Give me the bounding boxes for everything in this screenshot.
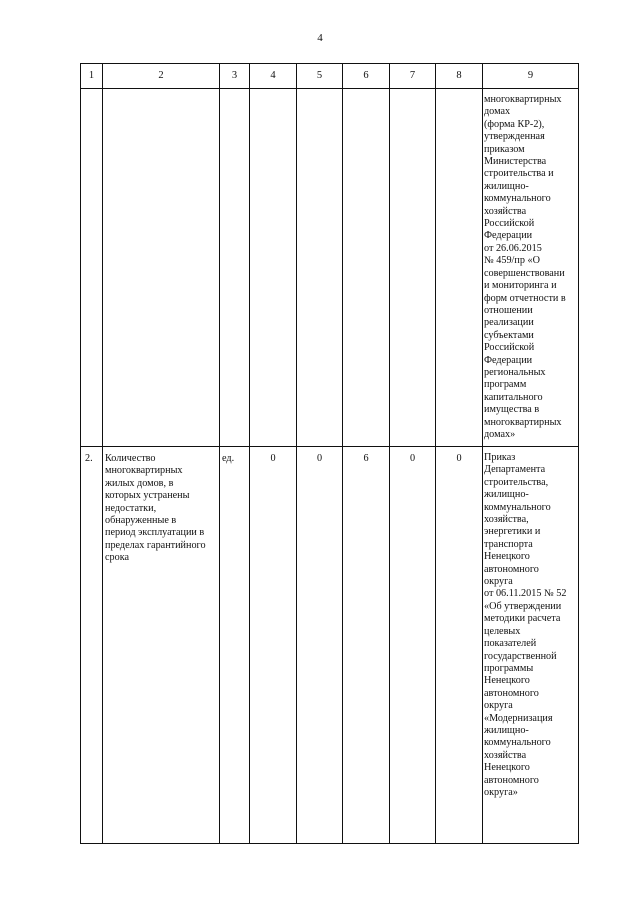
value-4: 0 xyxy=(270,453,276,464)
header-cell-2: 2 xyxy=(103,64,220,89)
indicator-cell xyxy=(103,447,220,844)
value-4 xyxy=(250,89,296,95)
value-cell-4 xyxy=(250,447,297,844)
source-text: Приказ Департамента строительства, жилищно- коммунального хозяйства, энергетики и транспорта Ненецкого автономного округа от 06.11.2015 № 52 «Об утверждении методики расчета целевых показателей государственной программы Ненецкого автономного округа «Модернизация жилищно- коммунального хозяйства Ненецкого автономного округа» xyxy=(484,452,567,798)
header-cell-3: 3 xyxy=(220,64,250,89)
unit-text: ед. xyxy=(222,453,235,464)
value-cell-7 xyxy=(390,447,436,844)
value-8: 0 xyxy=(456,453,462,464)
table-row-continuation xyxy=(81,89,579,447)
header-cell-7: 7 xyxy=(390,64,436,89)
row-number-cell xyxy=(81,89,103,447)
row-number-cell xyxy=(81,447,103,844)
header-cell-1: 1 xyxy=(81,64,103,89)
unit-text xyxy=(220,89,249,97)
source-text: многоквартирных домах (форма КР-2), утвержденная приказом Министерства строительства и жилищно- коммунального хозяйства Российской Федерации от 26.06.2015 № 459/пр «О совершенствовани и мониторинга и форм отчетности в отношении реализации субъектами Российской Федерации региональных программ капитального имущества в многоквартирных домах» xyxy=(484,94,566,440)
header-cell-6: 6 xyxy=(343,64,390,89)
value-7: 0 xyxy=(409,453,416,464)
table-row-2 xyxy=(81,447,579,844)
source-cell xyxy=(483,447,579,844)
table-header-row xyxy=(81,64,579,89)
value-6: 6 xyxy=(363,453,369,464)
indicator-text: Количество многоквартирных жилых домов, в которых устранены недостатки, обнаруженные в период эксплуатации в пределах гарантийного срока xyxy=(105,453,206,564)
unit-cell xyxy=(220,89,250,447)
header-cell-4: 4 xyxy=(250,64,297,89)
row-number xyxy=(81,89,102,95)
value-cell-7 xyxy=(390,89,436,447)
page-number: 4 xyxy=(317,32,323,44)
value-cell-6 xyxy=(343,447,390,844)
value-7 xyxy=(390,89,435,95)
value-5: 0 xyxy=(316,453,323,464)
unit-cell xyxy=(220,447,250,844)
value-cell-4 xyxy=(250,89,297,447)
value-cell-5 xyxy=(297,447,343,844)
source-cell xyxy=(483,89,579,447)
value-5 xyxy=(297,89,342,95)
value-cell-6 xyxy=(343,89,390,447)
row-number: 2. xyxy=(85,453,93,464)
indicator-text xyxy=(103,89,219,97)
indicator-table xyxy=(80,63,579,844)
value-8 xyxy=(436,89,482,95)
header-cell-5: 5 xyxy=(297,64,343,89)
value-cell-8 xyxy=(436,89,483,447)
header-cell-8: 8 xyxy=(436,64,483,89)
header-cell-9: 9 xyxy=(483,64,579,89)
value-cell-5 xyxy=(297,89,343,447)
value-cell-8 xyxy=(436,447,483,844)
value-6 xyxy=(343,89,389,95)
indicator-cell xyxy=(103,89,220,447)
